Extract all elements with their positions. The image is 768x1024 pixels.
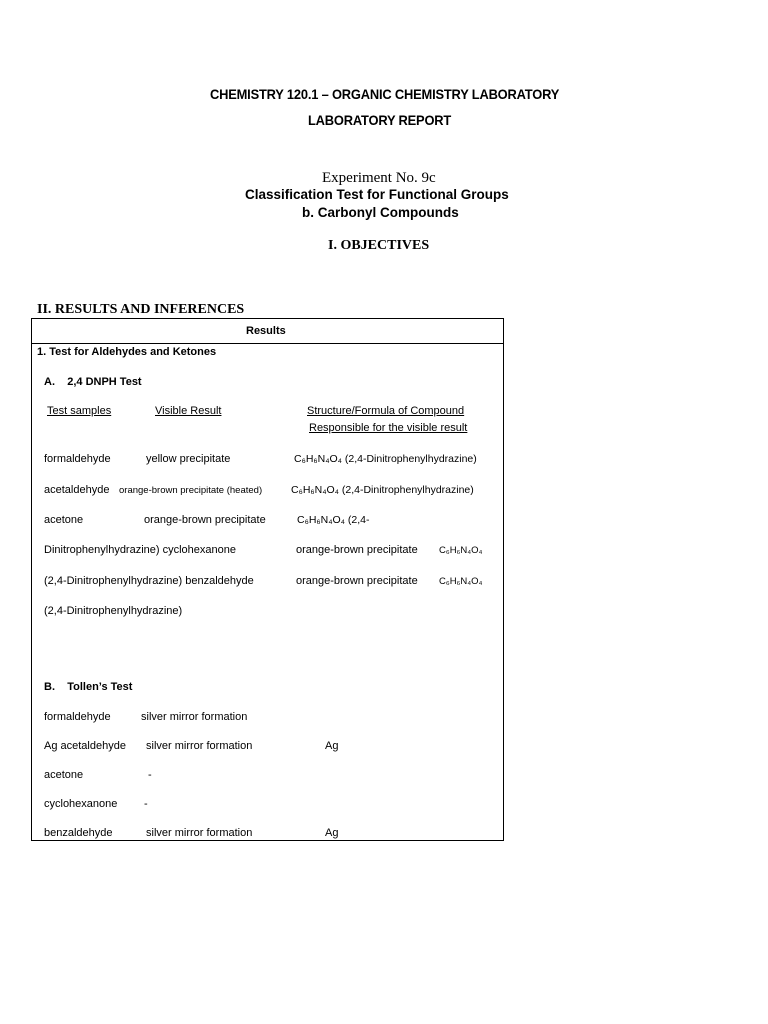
section-title: 1. Test for Aldehydes and Ketones [37, 346, 217, 358]
dnph-row-2-result: orange-brown precipitate (heated) [119, 485, 263, 496]
dnph-row-3-sample: acetone [44, 514, 84, 526]
table-header-divider [31, 343, 504, 344]
dnph-row-1-structure: C₆H₆N₄O₄ (2,4-Dinitrophenylhydrazine) [294, 453, 477, 465]
dnph-row-3-structure: C₆H₆N₄O₄ (2,4- [297, 514, 370, 526]
dnph-row-4-structure: C₆H₆N₄O₄ [439, 545, 483, 556]
tollens-row-4-result: - [144, 798, 148, 810]
tollens-row-5-result: silver mirror formation [146, 827, 253, 839]
col-structure-2: Responsible for the visible result [309, 422, 468, 434]
col-structure: Structure/Formula of Compound [307, 405, 465, 417]
table-header: Results [246, 325, 286, 337]
tollens-row-2-sample: Ag acetaldehyde [44, 740, 126, 752]
dnph-row-4-sample: Dinitrophenylhydrazine) cyclohexanone [44, 544, 237, 556]
dnph-row-4-result: orange-brown precipitate [296, 544, 418, 556]
col-visible-result: Visible Result [155, 405, 222, 417]
experiment-subtitle: b. Carbonyl Compounds [302, 205, 459, 220]
dnph-row-1-sample: formaldehyde [44, 453, 111, 465]
tollens-row-4-sample: cyclohexanone [44, 798, 118, 810]
tollens-row-2-structure: Ag [325, 740, 339, 752]
objectives-heading: I. OBJECTIVES [328, 238, 430, 253]
col-test-samples: Test samples [47, 405, 112, 417]
report-title: LABORATORY REPORT [308, 112, 452, 128]
dnph-row-5-result: orange-brown precipitate [296, 575, 418, 587]
dnph-row-1-result: yellow precipitate [146, 453, 231, 465]
dnph-row-5-structure: C₆H₆N₄O₄ [439, 576, 483, 587]
tollens-row-1-sample: formaldehyde [44, 711, 111, 723]
dnph-row-2-sample: acetaldehyde [44, 484, 110, 496]
test-a-title: A. 2,4 DNPH Test [44, 376, 142, 388]
tollens-row-1-result: silver mirror formation [141, 711, 248, 723]
results-heading: II. RESULTS AND INFERENCES [37, 302, 245, 317]
dnph-row-5-sample: (2,4-Dinitrophenylhydrazine) benzaldehyde [44, 575, 254, 587]
tollens-row-5-sample: benzaldehyde [44, 827, 113, 839]
course-title: CHEMISTRY 120.1 – ORGANIC CHEMISTRY LABORATORY [210, 86, 560, 102]
tollens-row-3-result: - [148, 769, 152, 781]
test-b-title: B. Tollen’s Test [44, 681, 133, 693]
dnph-row-2-structure: C₆H₆N₄O₄ (2,4-Dinitrophenylhydrazine) [291, 484, 474, 496]
experiment-title: Classification Test for Functional Groups [245, 187, 509, 202]
tollens-row-3-sample: acetone [44, 769, 84, 781]
experiment-number: Experiment No. 9c [322, 170, 436, 186]
tollens-row-2-result: silver mirror formation [146, 740, 253, 752]
tollens-row-5-structure: Ag [325, 827, 339, 839]
dnph-row-3-result: orange-brown precipitate [144, 514, 266, 526]
dnph-row-6-sample: (2,4-Dinitrophenylhydrazine) [44, 605, 183, 617]
